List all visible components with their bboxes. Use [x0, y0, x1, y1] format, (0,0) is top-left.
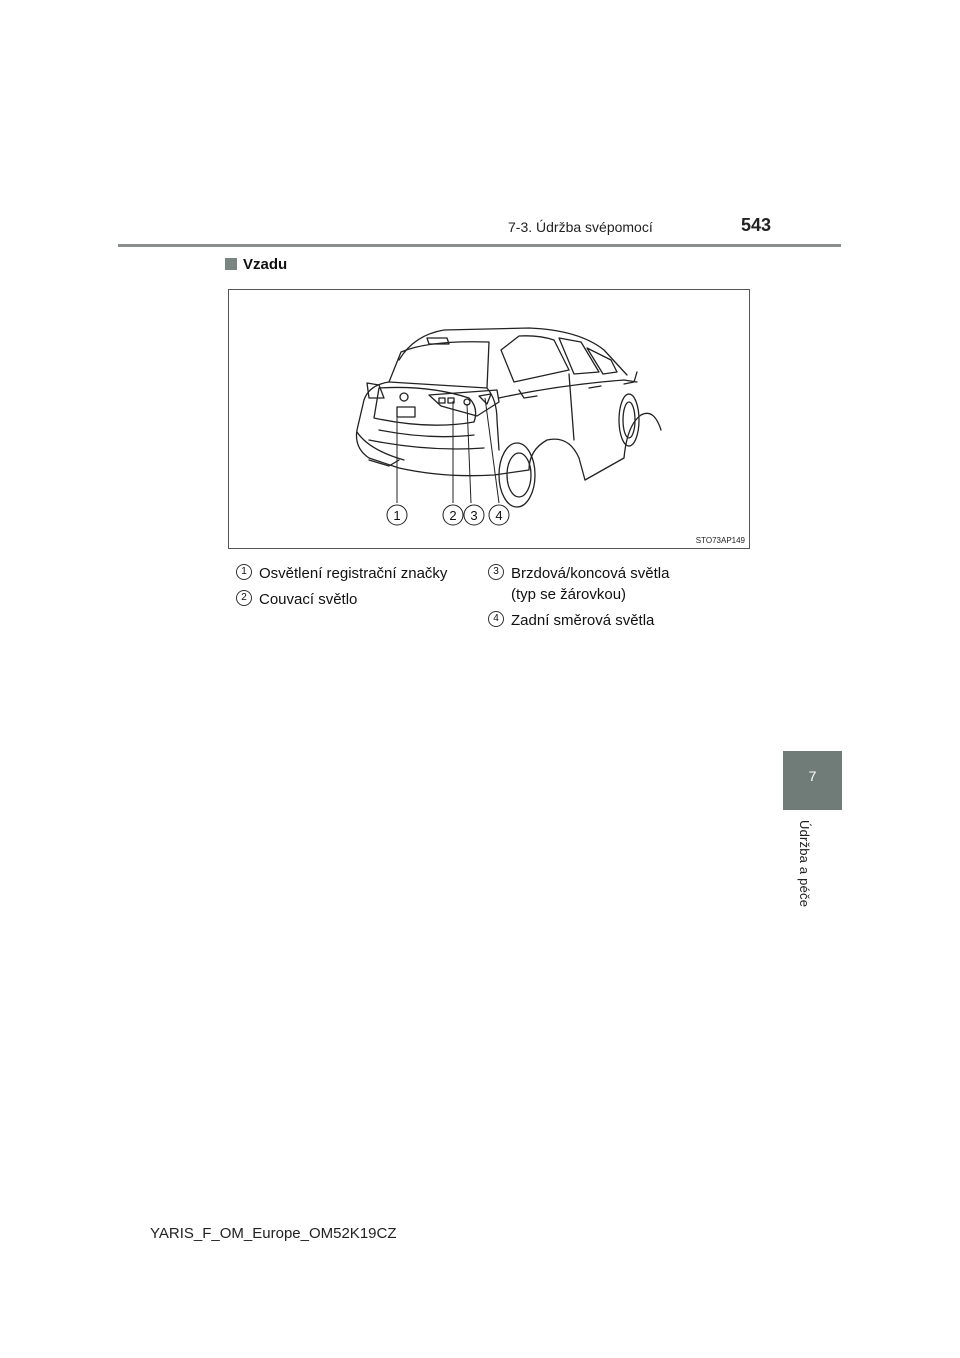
- legend-text: Couvací světlo: [259, 591, 358, 608]
- callout-1: 1: [393, 508, 401, 523]
- car-rear-illustration: [229, 290, 749, 548]
- page-number: 543: [741, 215, 772, 235]
- callout-2: 2: [449, 508, 457, 523]
- callout-4: 4: [495, 508, 503, 523]
- legend-number-badge: 3: [488, 564, 504, 580]
- header-rule: [118, 244, 841, 247]
- rear-lights-figure: [228, 289, 750, 549]
- header-section: 7-3. Údržba svépomocí: [508, 219, 653, 235]
- legend-number-badge: 2: [236, 590, 252, 606]
- chapter-tab: [783, 751, 842, 810]
- document-footer: YARIS_F_OM_Europe_OM52K19CZ: [150, 1225, 397, 1242]
- legend-number-badge: 4: [488, 611, 504, 627]
- callout-3: 3: [470, 508, 478, 523]
- legend-text: Zadní směrová světla: [511, 612, 655, 629]
- legend-text-line-1: Brzdová/koncová světla: [511, 565, 670, 582]
- section-heading: [225, 256, 287, 273]
- legend-text: Osvětlení registrační značky: [259, 565, 448, 582]
- square-bullet-icon: [225, 258, 237, 270]
- figure-code: STO73AP149: [695, 536, 745, 545]
- legend-text-line-2: (typ se žárovkou): [511, 586, 627, 603]
- chapter-number: 7: [808, 768, 817, 784]
- legend-number-badge: 1: [236, 564, 252, 580]
- section-heading-text: Vzadu: [243, 256, 288, 273]
- chapter-label: Údržba a péče: [797, 820, 812, 908]
